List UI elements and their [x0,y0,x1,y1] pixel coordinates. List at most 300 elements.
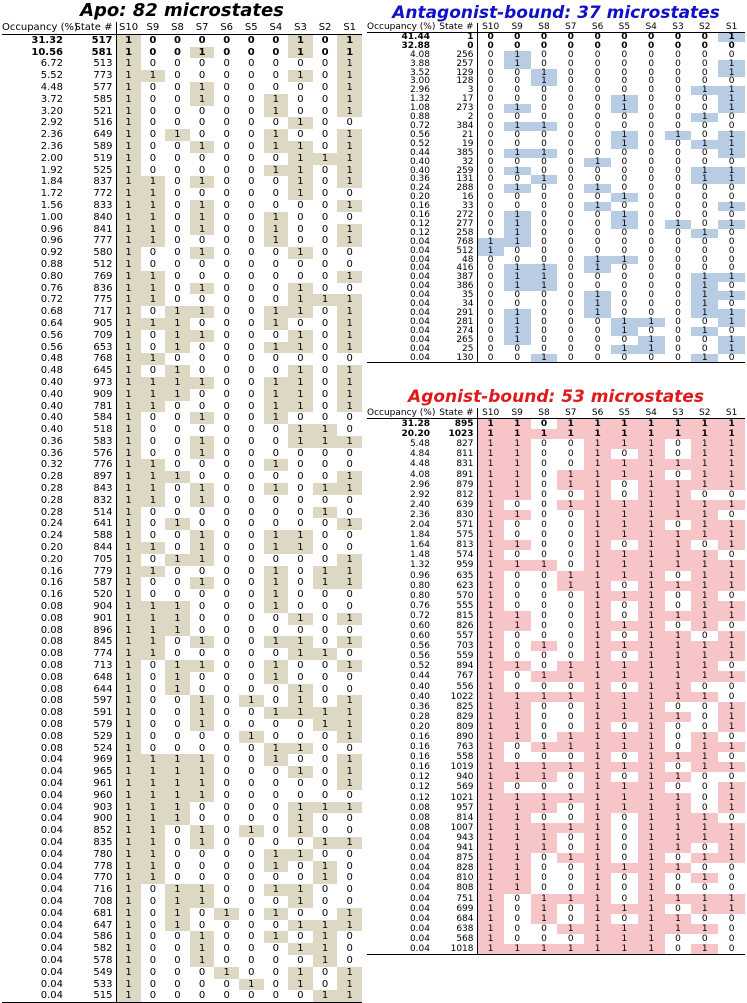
apo-table-row [2,613,362,625]
antagonist-bit-cell: 1 [504,220,531,229]
apo-bit-cell: 0 [297,258,304,270]
agonist-bit-cell: 0 [567,560,574,571]
agonist-state-cell: 879 [456,479,474,490]
antagonist-bit-cell: 1 [691,113,718,122]
antagonist-bit-cell: 0 [567,245,574,256]
antagonist-bit-cell: 0 [477,256,504,265]
apo-panel [2,0,362,1003]
apo-bit-cell: 1 [141,601,166,613]
apo-occupancy-cell: 3.72 [40,93,63,105]
antagonist-occupancy-cell: 0.04 [409,308,430,318]
antagonist-bit-cell: 1 [665,220,692,229]
antagonist-bit-cell: 0 [567,254,574,265]
agonist-bit-cell: 1 [477,540,504,550]
apo-state-cell: 833 [93,199,113,211]
antagonist-state-cell: 291 [456,308,474,318]
agonist-bit-cell: 1 [477,722,504,732]
agonist-bit-cell: 1 [638,793,665,803]
apo-bit-cell: 0 [321,601,329,613]
antagonist-bit-cell: 0 [541,334,547,345]
agonist-occupancy-cell: 0.52 [409,661,430,672]
apo-table-row [2,707,362,719]
apo-bit-cell: 1 [116,825,141,837]
agonist-bit-cell: 1 [691,641,718,651]
agonist-bit-cell: 1 [584,914,611,924]
agonist-bit-cell: 1 [557,419,584,430]
apo-bit-cell: 0 [174,483,181,495]
agonist-bit-cell: 1 [584,510,611,520]
agonist-occupancy-cell: 0.72 [409,610,430,621]
apo-bit-cell: 0 [297,494,304,506]
antagonist-bit-cell: 0 [567,58,574,69]
agonist-bit-cell: 1 [691,762,718,772]
apo-state-cell: 772 [93,188,113,200]
apo-bit-cell: 1 [313,436,338,448]
antagonist-bit-cell: 0 [701,120,708,131]
apo-table-row [2,530,362,542]
agonist-table-row [367,500,745,510]
agonist-bit-cell: 1 [691,510,718,520]
antagonist-occupancy-cell: 0.04 [409,325,430,336]
antagonist-bit-cell: 0 [567,120,574,131]
antagonist-bit-cell: 1 [504,60,531,69]
apo-bit-cell: 0 [248,400,255,412]
apo-bit-cell: 1 [116,896,141,908]
antagonist-state-cell: 257 [456,58,474,69]
apo-bit-cell: 0 [149,329,157,341]
agonist-bit-cell: 1 [691,419,718,430]
agonist-bit-cell: 1 [584,712,611,722]
apo-state-cell: 576 [93,447,113,459]
apo-bit-cell: 0 [198,683,206,695]
antagonist-bit-cell: 1 [611,211,638,220]
antagonist-occupancy-cell: 1.32 [409,94,430,105]
apo-bit-cell: 0 [198,565,206,577]
agonist-header-occupancy: Occupancy (%) [367,408,436,418]
apo-bit-cell: 0 [321,341,329,353]
apo-bit-cell: 0 [321,317,329,329]
agonist-state-cell: 825 [456,701,474,712]
apo-occupancy-cell: 2.36 [40,140,63,152]
agonist-bit-cell: 1 [477,883,504,893]
apo-bit-cell: 0 [272,247,280,259]
agonist-table-row [367,823,745,833]
antagonist-bit-cell: 0 [648,94,655,105]
agonist-bit-cell: 1 [477,894,504,904]
agonist-table-row [367,510,745,520]
agonist-bit-cell: 1 [504,813,531,823]
apo-bit-cell: 1 [337,34,362,46]
agonist-bit-cell: 1 [691,692,718,702]
apo-table-row [2,955,362,967]
agonist-state-cell: 894 [456,661,474,672]
apo-occupancy-cell: 0.04 [40,966,63,978]
apo-bit-cell: 0 [198,518,206,530]
apo-bit-cell: 0 [223,872,230,884]
apo-bit-cell: 0 [248,294,255,306]
agonist-bit-cell: 1 [718,530,745,540]
apo-bit-cell: 1 [337,70,362,82]
agonist-bit-cell: 1 [611,782,638,792]
apo-bit-cell: 0 [248,70,255,82]
apo-bit-cell: 0 [149,81,157,93]
apo-occupancy-cell: 0.04 [40,801,63,813]
apo-bit-cell: 0 [248,931,255,943]
agonist-bit-cell: 0 [567,711,574,722]
apo-bit-cell: 1 [264,530,289,542]
apo-table-row [2,601,362,613]
agonist-occupancy-cell: 0.80 [409,580,430,591]
apo-table-row [2,967,362,979]
apo-bit-cell: 0 [223,152,230,164]
apo-bit-cell: 0 [297,105,304,117]
agonist-bit-cell: 1 [531,762,558,772]
antagonist-bit-cell: 0 [477,211,504,220]
antagonist-bit-cell: 0 [541,299,547,310]
agonist-occupancy-cell: 4.48 [409,459,430,470]
apo-bit-cell: 0 [321,907,329,919]
apo-table-row [2,176,362,188]
agonist-bit-cell: 1 [638,621,665,631]
agonist-table-row [367,782,745,792]
apo-bit-cell: 0 [346,188,353,200]
agonist-bit-cell: 1 [638,762,665,772]
agonist-bit-cell: 1 [611,591,638,601]
agonist-bit-cell: 1 [584,591,611,601]
apo-bit-cell: 0 [272,424,280,436]
antagonist-bit-cell: 1 [718,273,745,282]
agonist-bit-cell: 1 [557,823,584,833]
apo-bit-cell: 1 [337,802,362,814]
agonist-bit-cell: 1 [557,732,584,742]
apo-occupancy-cell: 0.08 [40,683,63,695]
apo-bit-cell: 0 [346,542,353,554]
antagonist-state-cell: 48 [462,254,474,265]
agonist-table-row [367,833,745,843]
apo-bit-cell: 1 [116,212,141,224]
apo-bit-cell: 1 [116,353,141,365]
apo-occupancy-cell: 0.08 [40,707,63,719]
apo-bit-cell: 1 [116,448,141,460]
apo-bit-cell: 1 [116,542,141,554]
apo-bit-cell: 0 [174,424,181,436]
agonist-bit-cell: 1 [557,571,584,581]
apo-table-row [2,802,362,814]
apo-state-cell: 900 [93,813,113,825]
agonist-bit-cell: 1 [477,742,504,752]
agonist-bit-cell: 1 [477,611,504,621]
agonist-bit-cell: 1 [691,581,718,591]
apo-bit-cell: 1 [116,47,141,59]
apo-bit-cell: 0 [321,518,329,530]
apo-state-cell: 845 [93,636,113,648]
apo-bit-cell: 0 [248,282,255,294]
apo-bit-cell: 0 [297,211,304,223]
antagonist-bit-cell: 0 [648,31,655,42]
agonist-bit-cell: 1 [584,692,611,702]
antagonist-bit-cell: 0 [728,281,735,292]
apo-bit-cell: 0 [198,978,206,990]
antagonist-bit-cell: 0 [514,94,521,105]
apo-bit-cell: 1 [190,436,215,448]
apo-bit-cell: 0 [248,140,255,152]
apo-bit-cell: 0 [198,258,206,270]
apo-bit-cell: 1 [165,802,190,814]
apo-bit-cell: 0 [321,471,329,483]
agonist-bit-cell: 1 [691,429,718,439]
apo-bit-cell: 0 [272,435,280,447]
apo-bit-cell: 0 [223,258,230,270]
apo-bit-cell: 0 [223,730,230,742]
apo-occupancy-cell: 0.36 [40,447,63,459]
apo-bit-cell: 1 [116,436,141,448]
apo-bit-cell: 0 [297,81,304,93]
apo-state-cell: 779 [93,565,113,577]
apo-bit-cell: 0 [223,329,230,341]
agonist-bit-cell: 0 [675,590,681,601]
agonist-bit-cell: 1 [665,550,692,560]
antagonist-bit-cell: 1 [584,184,611,193]
apo-bit-cell: 0 [223,506,230,518]
antagonist-bit-cell: 1 [531,354,558,363]
apo-bit-cell: 0 [272,81,280,93]
antagonist-bit-cell: 1 [611,345,638,354]
agonist-bit-cell: 1 [691,601,718,611]
apo-bit-cell: 0 [248,813,255,825]
antagonist-bit-cell: 0 [477,327,504,336]
apo-bit-cell: 0 [321,164,329,176]
agonist-bit-cell: 1 [611,742,638,752]
antagonist-bit-cell: 0 [621,31,628,42]
agonist-bit-cell: 0 [728,661,735,672]
agonist-bit-cell: 1 [638,803,665,813]
apo-bit-cell: 0 [174,636,181,648]
agonist-bit-cell: 0 [701,711,708,722]
agonist-table-row [367,712,745,722]
antagonist-bit-cell: 1 [691,175,718,184]
antagonist-header-bit: S10 [477,23,504,32]
agonist-occupancy-cell: 2.36 [409,509,430,520]
apo-bit-cell: 0 [297,235,304,247]
apo-state-cell: 514 [93,506,113,518]
apo-bit-cell: 1 [337,318,362,330]
apo-bit-cell: 1 [165,342,190,354]
agonist-bit-cell: 1 [718,641,745,651]
apo-occupancy-cell: 0.40 [40,424,63,436]
antagonist-state-cell: 386 [456,281,474,292]
apo-bit-cell: 0 [174,954,181,966]
apo-bit-cell: 0 [223,943,230,955]
agonist-bit-cell: 0 [541,540,547,551]
agonist-state-cell: 684 [456,913,474,924]
antagonist-header-bit: S1 [718,23,745,32]
antagonist-bit-cell: 0 [594,120,601,131]
agonist-bit-cell: 1 [611,904,638,914]
apo-bit-cell: 1 [288,530,313,542]
apo-bit-cell: 0 [174,70,181,82]
apo-bit-cell: 0 [272,494,280,506]
apo-bit-cell: 0 [223,117,230,129]
agonist-bit-cell: 1 [638,641,665,651]
agonist-bit-cell: 1 [638,530,665,540]
apo-bit-cell: 1 [337,967,362,979]
apo-bit-cell: 0 [272,117,280,129]
agonist-bit-cell: 0 [541,711,547,722]
antagonist-bit-cell: 0 [648,245,655,256]
agonist-bit-cell: 1 [477,661,504,671]
apo-bit-cell: 1 [116,117,141,129]
apo-bit-cell: 0 [248,376,255,388]
antagonist-bit-cell: 0 [540,40,548,51]
antagonist-bit-cell: 1 [691,86,718,95]
apo-bit-cell: 0 [321,105,329,117]
apo-bit-cell: 1 [116,106,141,118]
apo-table-row [2,495,362,507]
apo-bit-cell: 1 [337,365,362,377]
agonist-state-cell: 623 [456,580,474,591]
agonist-bit-cell: 0 [541,520,547,531]
apo-bit-cell: 0 [248,247,255,259]
agonist-bit-cell: 1 [718,722,745,732]
agonist-bit-cell: 1 [584,853,611,863]
apo-bit-cell: 1 [288,365,313,377]
apo-bit-cell: 0 [321,978,329,990]
apo-bit-cell: 0 [149,140,157,152]
antagonist-state-cell: 0 [467,40,474,51]
apo-header-row [2,22,362,34]
apo-state-cell: 591 [93,707,113,719]
apo-bit-cell: 1 [288,188,313,200]
apo-state-cell: 644 [93,683,113,695]
apo-bit-cell: 1 [313,483,338,495]
agonist-bit-cell: 1 [584,793,611,803]
agonist-table-row [367,762,745,772]
agonist-bit-cell: 1 [691,894,718,904]
antagonist-bit-cell: 0 [675,165,681,176]
agonist-bit-cell: 1 [504,873,531,883]
apo-bit-cell: 1 [337,471,362,483]
agonist-table-row [367,470,745,480]
apo-bit-cell: 0 [174,825,181,837]
apo-bit-cell: 0 [297,58,304,70]
antagonist-bit-cell: 1 [691,229,718,238]
antagonist-bit-cell: 0 [567,192,574,203]
apo-bit-cell: 0 [149,730,157,742]
apo-state-cell: 904 [93,601,113,613]
apo-bit-cell: 0 [248,895,255,907]
apo-bit-cell: 1 [116,766,141,778]
apo-bit-cell: 0 [272,730,280,742]
apo-bit-cell: 0 [198,388,206,400]
agonist-bit-cell: 1 [665,651,692,661]
apo-bit-cell: 0 [248,188,255,200]
antagonist-bit-cell: 0 [541,85,547,96]
antagonist-state-cell: 25 [462,343,474,354]
agonist-table-row [367,429,745,439]
agonist-bit-cell: 1 [611,470,638,480]
apo-bit-cell: 0 [321,329,329,341]
apo-state-cell: 588 [93,530,113,542]
antagonist-bit-cell: 0 [701,218,708,229]
agonist-bit-cell: 1 [638,550,665,560]
apo-bit-cell: 0 [346,117,353,129]
agonist-bit-cell: 1 [531,772,558,782]
antagonist-state-cell: 258 [456,227,474,238]
agonist-bit-cell: 0 [675,721,681,732]
antagonist-bit-cell: 0 [701,49,708,60]
agonist-bit-cell: 1 [557,692,584,702]
apo-occupancy-cell: 0.08 [40,636,63,648]
apo-occupancy-cell: 0.04 [40,884,63,896]
apo-occupancy-cell: 0.40 [40,388,63,400]
antagonist-bit-cell: 0 [674,40,682,51]
agonist-bit-cell: 1 [477,752,504,762]
agonist-bit-cell: 1 [611,934,638,944]
antagonist-bit-cell: 1 [504,211,531,220]
antagonist-bit-cell: 0 [514,156,521,167]
apo-bit-cell: 0 [272,518,280,530]
apo-bit-cell: 1 [116,259,141,271]
apo-bit-cell: 1 [116,471,141,483]
apo-bit-cell: 0 [149,258,157,270]
apo-bit-cell: 0 [272,329,280,341]
agonist-bit-cell: 1 [504,611,531,621]
apo-bit-cell: 0 [174,117,181,129]
apo-state-cell: 768 [93,353,113,365]
agonist-bit-cell: 1 [531,914,558,924]
antagonist-occupancy-cell: 0.36 [409,174,430,185]
antagonist-occupancy-cell: 0.40 [409,156,430,167]
agonist-bit-cell: 1 [477,732,504,742]
apo-bit-cell: 0 [198,34,206,46]
apo-bit-cell: 0 [223,671,230,683]
apo-table-row [2,684,362,696]
agonist-bit-cell: 1 [557,480,584,490]
agonist-bit-cell: 0 [665,944,692,955]
apo-state-cell: 832 [93,494,113,506]
antagonist-bit-cell: 0 [621,245,628,256]
antagonist-bit-cell: 0 [675,325,681,336]
apo-bit-cell: 1 [239,979,264,991]
apo-bit-cell: 0 [297,931,304,943]
apo-bit-cell: 0 [198,966,206,978]
agonist-state-cell: 767 [456,671,474,682]
antagonist-bit-cell: 0 [541,183,547,194]
apo-bit-cell: 0 [297,565,304,577]
apo-bit-cell: 0 [223,766,230,778]
agonist-bit-cell: 0 [728,550,735,561]
antagonist-bit-cell: 0 [594,316,601,327]
antagonist-bit-cell: 0 [675,58,681,69]
apo-bit-cell: 1 [288,141,313,153]
agonist-bit-cell: 1 [557,944,584,955]
antagonist-table-body [367,32,745,363]
antagonist-occupancy-cell: 0.04 [409,343,430,354]
agonist-bit-cell: 1 [718,500,745,510]
agonist-bit-cell: 0 [728,691,735,702]
antagonist-bit-cell: 0 [675,120,681,131]
agonist-bit-cell: 1 [691,732,718,742]
antagonist-bit-cell: 0 [674,31,682,42]
agonist-bit-cell: 1 [638,651,665,661]
agonist-bit-cell: 1 [611,692,638,702]
agonist-bit-cell: 1 [584,883,611,893]
agonist-state-cell: 809 [456,721,474,732]
antagonist-bit-cell: 0 [728,76,735,87]
agonist-bit-cell: 1 [691,550,718,560]
apo-state-cell: 717 [93,306,113,318]
apo-bit-cell: 1 [239,695,264,707]
